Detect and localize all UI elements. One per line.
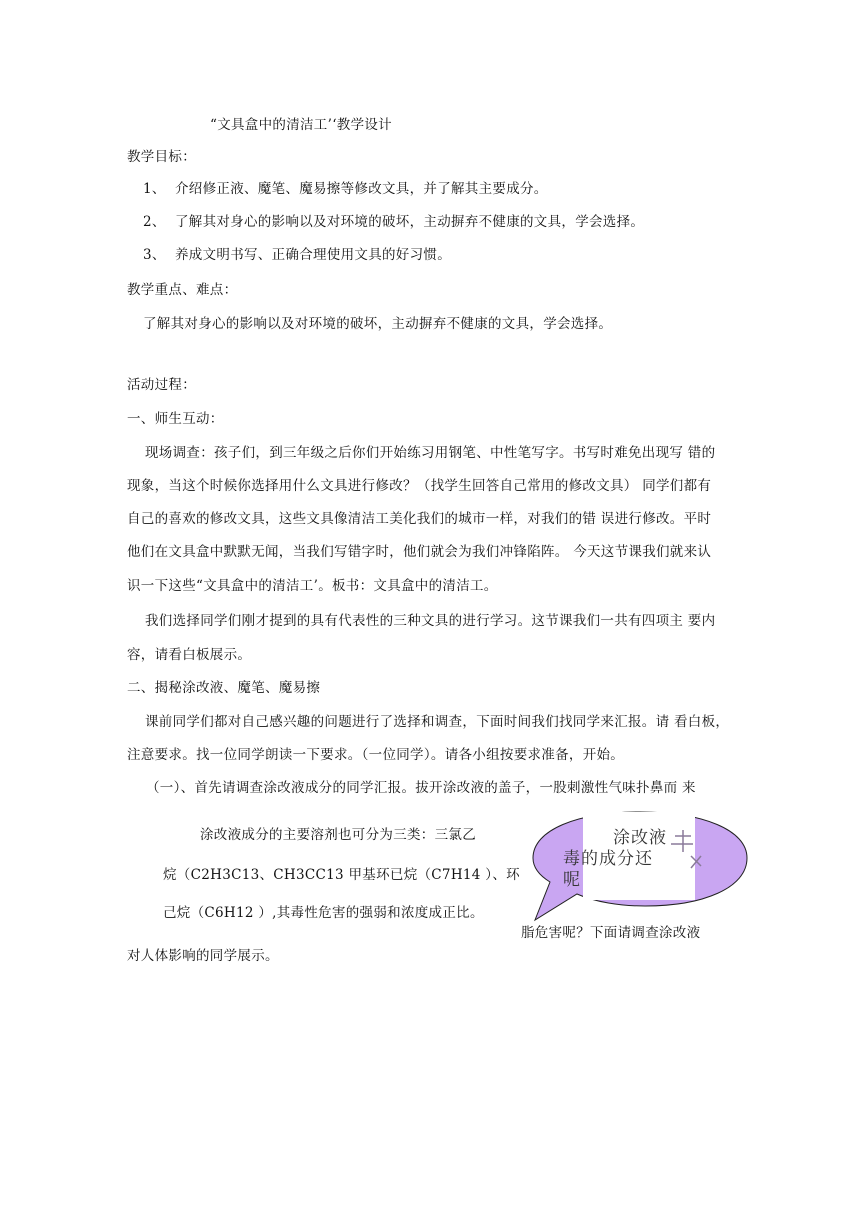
objective-text: 了解其对身心的影响以及对环境的破坏，主动摒弃不健康的文具，学会选择。 xyxy=(175,214,645,230)
speech-bubble xyxy=(525,808,755,928)
process-heading: 活动过程： xyxy=(127,377,196,393)
paragraph-line: 注意要求。找一位同学朗读一下要求。（一位同学）。请各小组按要求准备，开始。 xyxy=(127,747,625,763)
objective-number: 1、 xyxy=(143,181,166,197)
paragraph-line: 现象，当这个时候你选择用什么文具进行修改？（找学生回答自己常用的修改文具） 同学们都有 xyxy=(127,478,712,494)
objectives-heading: 教学目标： xyxy=(127,149,196,165)
objective-text: 介绍修正液、魔笔、魔易擦等修改文具，并了解其主要成分。 xyxy=(175,181,548,197)
key-points-text: 了解其对身心的影响以及对环境的破坏，主动摒弃不健康的文具，学会选择。 xyxy=(143,316,613,332)
bubble-line: 涂改液 xyxy=(613,828,667,848)
paragraph-line: 现场调查：孩子们，到三年级之后你们开始练习用钢笔、中性笔写字。书写时难免出现写 错的 xyxy=(145,445,716,461)
inset-text-line: 己烷（C6H12 ）,其毒性危害的强弱和浓度成正比。 xyxy=(163,905,484,921)
document-title: “文具盒中的清洁工’‘教学设计 xyxy=(210,117,392,133)
bubble-text xyxy=(563,828,683,891)
bubble-line: 呢 xyxy=(563,870,581,890)
closing-line: 对人体影响的同学展示。 xyxy=(127,948,279,964)
paragraph-line: 他们在文具盒中默默无闻，当我们写错字时，他们就会为我们冲锋陷阵。 今天这节课我们就来认 xyxy=(127,544,712,560)
paragraph-line: 识一下这些“文具盒中的清洁工’。板书：文具盒中的清洁工。 xyxy=(127,578,498,594)
objective-item-1 xyxy=(143,180,548,198)
objective-item-3 xyxy=(143,246,451,264)
paragraph-line: 我们选择同学们刚才提到的具有代表性的三种文具的进行学习。这节课我们一共有四项主 要内 xyxy=(145,613,716,629)
key-points-heading: 教学重点、难点： xyxy=(127,282,238,298)
inset-text-line: 烷（C2H3C13、CH3CC13 甲基环已烷（C7H14 ）、环 xyxy=(163,867,520,883)
section1-heading: 一、师生互动： xyxy=(127,411,224,427)
objective-item-2 xyxy=(143,213,644,231)
subsection-1-text: （一）、首先请调查涂改液成分的同学汇报。拔开涂改液的盖子，一股刺激性气味扑鼻而 来 xyxy=(146,780,696,796)
bubble-line: 毒的成分还 xyxy=(563,849,653,869)
inset-text-line: 涂改液成分的主要溶剂也可分为三类：三氯乙 xyxy=(200,827,476,843)
paragraph-line: 课前同学们都对自己感兴趣的问题进行了选择和调查，下面时间我们找同学来汇报。请 看白板， xyxy=(145,714,730,730)
paragraph-line: 容，请看白板展示。 xyxy=(127,647,252,663)
objective-number: 2、 xyxy=(143,214,166,230)
objective-text: 养成文明书写、正确合理使用文具的好习惯。 xyxy=(175,247,451,263)
bubble-caption: 脂危害呢？下面请调查涂改液 xyxy=(521,925,701,941)
objective-number: 3、 xyxy=(143,247,166,263)
section2-heading: 二、揭秘涂改液、魔笔、魔易擦 xyxy=(127,680,321,696)
paragraph-line: 自己的喜欢的修改文具，这些文具像清洁工美化我们的城市一样，对我们的错 误进行修改。平时 xyxy=(127,511,712,527)
